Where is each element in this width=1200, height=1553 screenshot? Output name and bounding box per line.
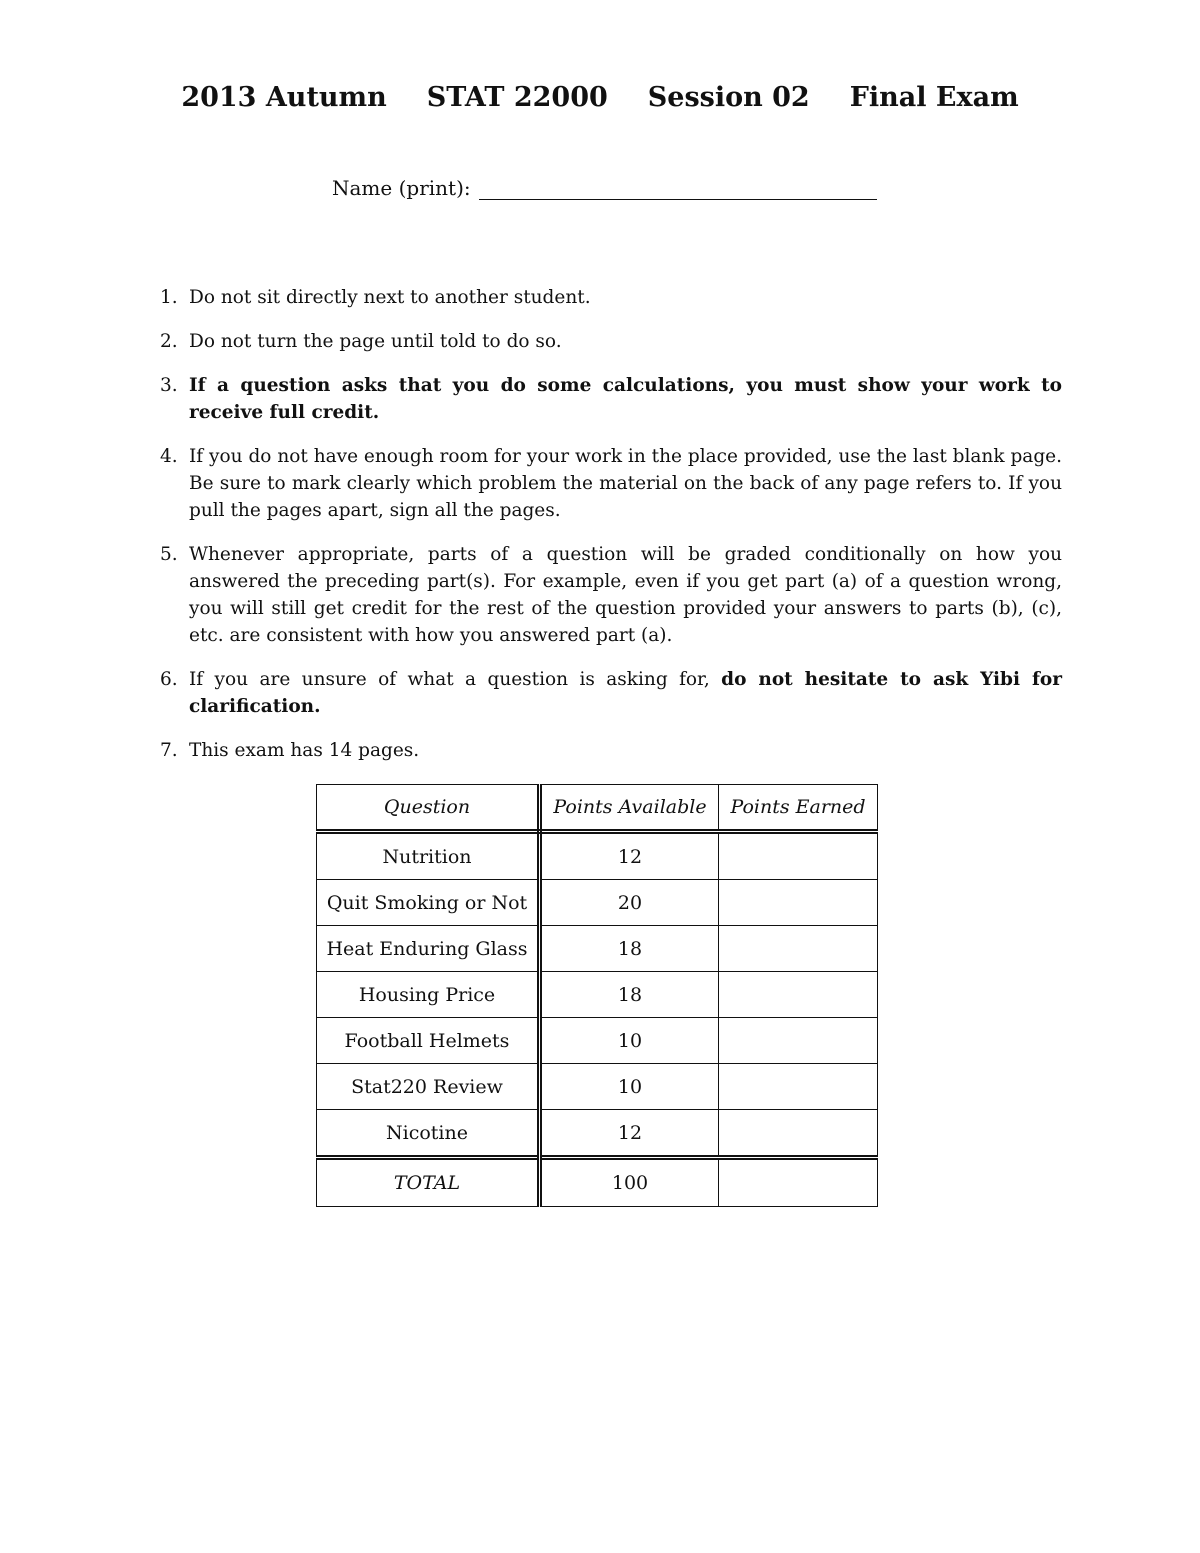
instruction-text: This exam has 14 pages. <box>189 740 420 761</box>
instruction-item <box>160 328 1062 355</box>
total-row <box>317 1158 878 1207</box>
table-row <box>317 1110 878 1158</box>
question-name: Nicotine <box>317 1110 540 1158</box>
points-available: 12 <box>540 832 719 880</box>
instruction-text: Do not sit directly next to another student. <box>189 287 591 308</box>
question-name: Housing Price <box>317 972 540 1018</box>
instruction-text: Do not turn the page until told to do so. <box>189 331 562 352</box>
instruction-number: 2. <box>160 331 178 352</box>
question-name: Quit Smoking or Not <box>317 880 540 926</box>
instruction-text <box>189 666 1062 720</box>
instruction-item <box>160 443 1062 524</box>
table-row <box>317 1018 878 1064</box>
exam-term: 2013 Autumn <box>181 82 387 113</box>
exam-name: Final Exam <box>849 82 1019 113</box>
instruction-text-bold: do not hesitate to ask Yibi for clarification. <box>189 669 1062 717</box>
points-available: 18 <box>540 972 719 1018</box>
score-table-header <box>317 785 878 832</box>
instruction-item <box>160 666 1062 720</box>
instruction-item <box>160 284 1062 311</box>
table-row <box>317 832 878 880</box>
points-earned-cell[interactable] <box>719 832 878 880</box>
points-available: 10 <box>540 1064 719 1110</box>
points-earned-cell[interactable] <box>719 880 878 926</box>
course-code: STAT 22000 <box>426 82 608 113</box>
table-row <box>317 972 878 1018</box>
instruction-item <box>160 372 1062 426</box>
points-earned-cell[interactable] <box>719 1064 878 1110</box>
instruction-text: Whenever appropriate, parts of a question will be graded conditionally on how you answered the preceding part(s). For example, even if you get part (a) of a question wrong, you will still get credit for the rest of the question provided your answers to parts (b), (c), etc. are consistent with how you answered part (a). <box>189 544 1062 646</box>
header-points-available: Points Available <box>540 785 719 832</box>
header-question: Question <box>317 785 540 832</box>
score-table <box>316 784 878 1207</box>
exam-title <box>0 82 1200 113</box>
points-earned-cell[interactable] <box>719 972 878 1018</box>
total-earned-cell[interactable] <box>719 1158 878 1207</box>
points-available: 20 <box>540 880 719 926</box>
question-name: Heat Enduring Glass <box>317 926 540 972</box>
instruction-text: If you do not have enough room for your work in the place provided, use the last blank page. Be sure to mark clearly which problem the material on the back of any page refers to. If you pull the pages apart, sign all the pages. <box>189 446 1062 521</box>
header-points-earned: Points Earned <box>719 785 878 832</box>
instruction-number: 4. <box>160 446 178 467</box>
instruction-number: 5. <box>160 544 178 565</box>
instruction-number: 1. <box>160 287 178 308</box>
table-row <box>317 926 878 972</box>
instruction-item <box>160 541 1062 649</box>
instruction-item <box>160 737 1062 764</box>
total-points: 100 <box>540 1158 719 1207</box>
points-available: 18 <box>540 926 719 972</box>
points-available: 12 <box>540 1110 719 1158</box>
points-earned-cell[interactable] <box>719 926 878 972</box>
table-row <box>317 1064 878 1110</box>
instruction-text-plain: If you are unsure of what a question is asking for, <box>189 669 722 690</box>
instruction-text-bold: If a question asks that you do some calculations, you must show your work to receive full credit. <box>189 375 1062 423</box>
points-earned-cell[interactable] <box>719 1110 878 1158</box>
name-label: Name (print): <box>332 176 471 200</box>
session-label: Session 02 <box>647 82 810 113</box>
question-name: Nutrition <box>317 832 540 880</box>
points-earned-cell[interactable] <box>719 1018 878 1064</box>
table-row <box>317 880 878 926</box>
question-name: Stat220 Review <box>317 1064 540 1110</box>
instruction-number: 7. <box>160 740 178 761</box>
total-label: TOTAL <box>317 1158 540 1207</box>
instruction-number: 3. <box>160 375 178 396</box>
instructions-list <box>160 284 1062 781</box>
name-blank-line[interactable] <box>479 183 877 200</box>
name-field <box>332 176 877 200</box>
question-name: Football Helmets <box>317 1018 540 1064</box>
points-available: 10 <box>540 1018 719 1064</box>
instruction-number: 6. <box>160 669 178 690</box>
